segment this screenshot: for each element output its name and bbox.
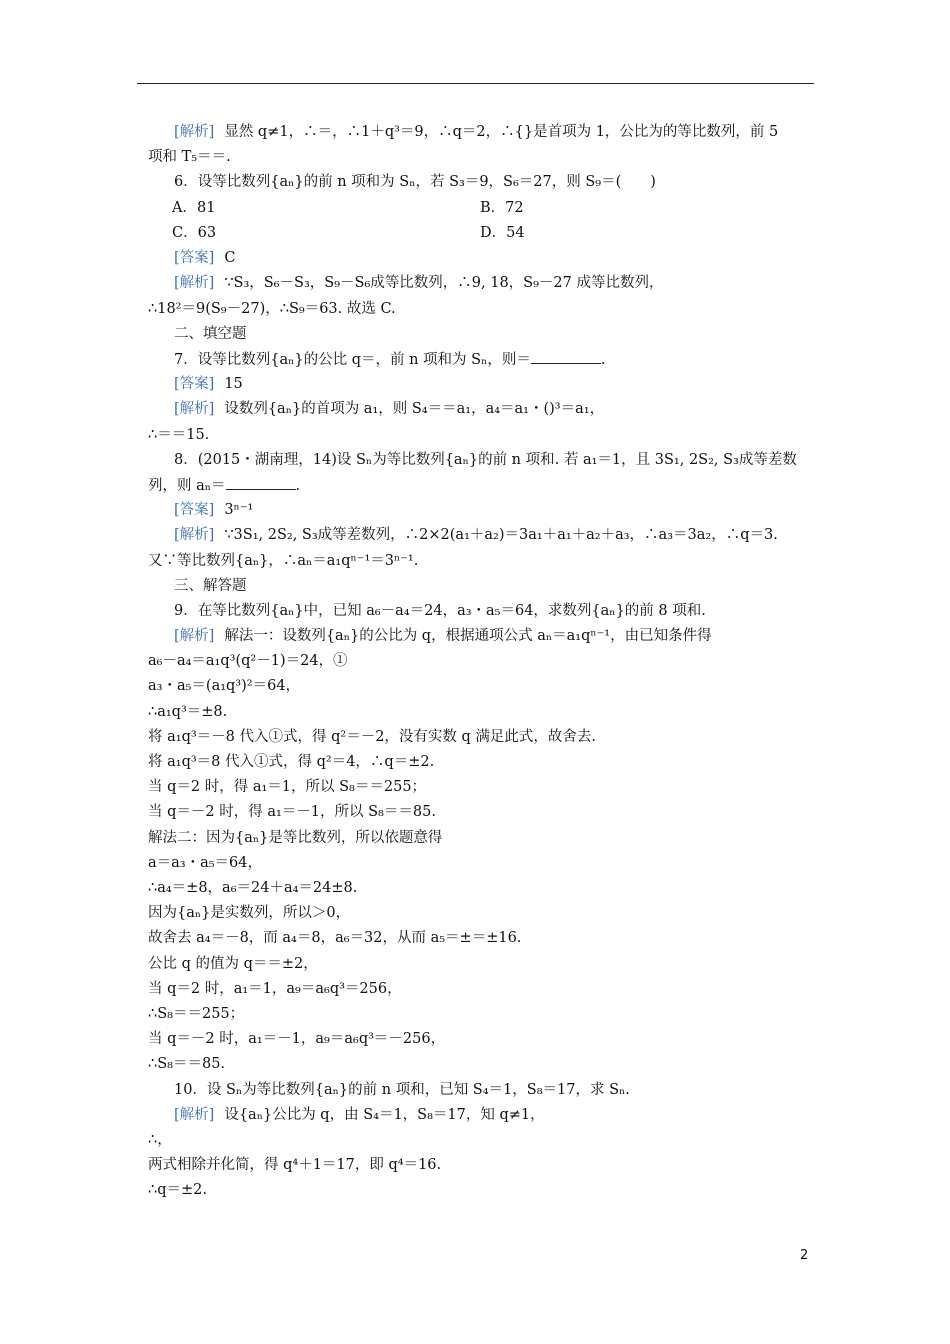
answer-blank [531,349,601,364]
text-line: 项和 T₅＝＝. [148,149,231,165]
jiexi-tag: [解析] [174,275,215,291]
question-9: 9．在等比数列{aₙ}中，已知 a₆－a₄＝24，a₃・a₅＝64，求数列{aₙ}的前 8 项和. [174,603,706,619]
jiexi-tag: [解析] [174,124,215,140]
section-heading-2: 二、填空题 [174,326,247,342]
text-line: 公比 q 的值为 q＝＝±2， [148,956,318,972]
question-10: 10．设 Sₙ为等比数列{aₙ}的前 n 项和，已知 S₄＝1，S₈＝17，求 Sₙ. [174,1082,630,1098]
jiexi-tag: [解析] [174,628,215,644]
text-line: a₆－a₄＝a₁q³(q²－1)＝24，① [148,653,348,669]
text-line: 当 q＝－2 时，a₁＝－1，a₉＝a₆q³＝－256， [148,1031,446,1047]
answer-8: [答案] 3ⁿ⁻¹ [174,502,254,518]
question-6: 6．设等比数列{aₙ}的前 n 项和为 Sₙ，若 S₃＝9，S₆＝27，则 S₉＝( ) [174,174,656,190]
text-line: 因为{aₙ}是实数列，所以＞0， [148,905,351,921]
text-line: 将 a₁q³＝－8 代入①式，得 q²＝－2，没有实数 q 满足此式，故舍去. [148,729,597,745]
explanation-7: [解析] 设数列{aₙ}的首项为 a₁，则 S₄＝＝a₁，a₄＝a₁・()³＝a₁， [174,401,605,417]
section-heading-3: 三、解答题 [174,578,247,594]
text-line: ∴a₄＝±8，a₆＝24＋a₄＝24±8. [148,880,358,896]
answer-6: [答案] C [174,250,236,266]
answer-7: [答案] 15 [174,376,243,392]
text-line: 当 q＝－2 时，得 a₁＝－1，所以 S₈＝＝85. [148,804,436,820]
question-7: 7．设等比数列{aₙ}的公比 q＝，前 n 项和为 Sₙ，则＝ . [174,349,605,370]
text-line: ∴a₁q³＝±8. [148,704,228,720]
daan-tag: [答案] [174,250,215,266]
text-line: a＝a₃・a₅＝64， [148,855,263,871]
question-8: 8．(2015・湖南理，14)设 Sₙ为等比数列{aₙ}的前 n 项和. 若 a₁＝1，且 3S₁, 2S₂, S₃成等差数 [174,452,797,468]
question-8-cont: 列，则 aₙ＝ . [148,475,300,496]
jiexi-tag: [解析] [174,401,215,417]
text-line: ∴S₈＝＝255； [148,1006,245,1022]
header-rule [137,83,814,84]
explanation-9: [解析] 解法一：设数列{aₙ}的公比为 q，根据通项公式 aₙ＝a₁qⁿ⁻¹，由已知条件得 [174,628,712,644]
text-line: 又∵等比数列{aₙ}，∴aₙ＝a₁qⁿ⁻¹＝3ⁿ⁻¹. [148,553,419,569]
text-line: a₃・a₅＝(a₁q³)²＝64， [148,678,301,694]
explanation-6: [解析] ∵S₃，S₆－S₃，S₉－S₆成等比数列，∴9, 18，S₉－27 成等比数列， [174,275,664,291]
text-line: 当 q＝2 时，a₁＝1，a₉＝a₆q³＝256， [148,981,402,997]
explanation-10: [解析] 设{aₙ}公比为 q，由 S₄＝1，S₈＝17，知 q≠1， [174,1107,545,1123]
daan-tag: [答案] [174,376,215,392]
text-line: ∴q＝±2. [148,1182,207,1198]
option-d: D．54 [480,225,525,241]
option-c: C．63 [172,225,217,241]
text-line: 解法二：因为{aₙ}是等比数列，所以依题意得 [148,830,443,846]
text-line: ∴S₈＝＝85. [148,1056,226,1072]
page-number: 2 [800,1248,809,1263]
jiexi-tag: [解析] [174,1107,215,1123]
explanation-5: [解析] 显然 q≠1，∴＝，∴1＋q³＝9，∴q＝2，∴{}是首项为 1，公比为的等比数列，前 5 [174,124,779,140]
daan-tag: [答案] [174,502,215,518]
option-b: B．72 [480,200,524,216]
explanation-8: [解析] ∵3S₁, 2S₂, S₃成等差数列，∴2×2(a₁＋a₂)＝3a₁＋a₁＋a₂＋a₃，∴a₃＝3a₂，∴q＝3. [174,527,778,543]
option-a: A．81 [172,200,216,216]
text-line: 将 a₁q³＝8 代入①式，得 q²＝4，∴q＝±2. [148,754,435,770]
text-line: 故舍去 a₄＝－8，而 a₄＝8，a₆＝32，从而 a₅＝±＝±16. [148,930,522,946]
jiexi-tag: [解析] [174,527,215,543]
text-line: 当 q＝2 时，得 a₁＝1，所以 S₈＝＝255； [148,779,427,795]
answer-blank [226,475,296,490]
text-line: ∴18²＝9(S₉－27)，∴S₉＝63. 故选 C. [148,301,396,317]
text-line: ∴＝＝15. [148,427,210,443]
text-line: ∴， [148,1132,172,1148]
text-line: 两式相除并化简，得 q⁴＋1＝17，即 q⁴＝16. [148,1157,442,1173]
